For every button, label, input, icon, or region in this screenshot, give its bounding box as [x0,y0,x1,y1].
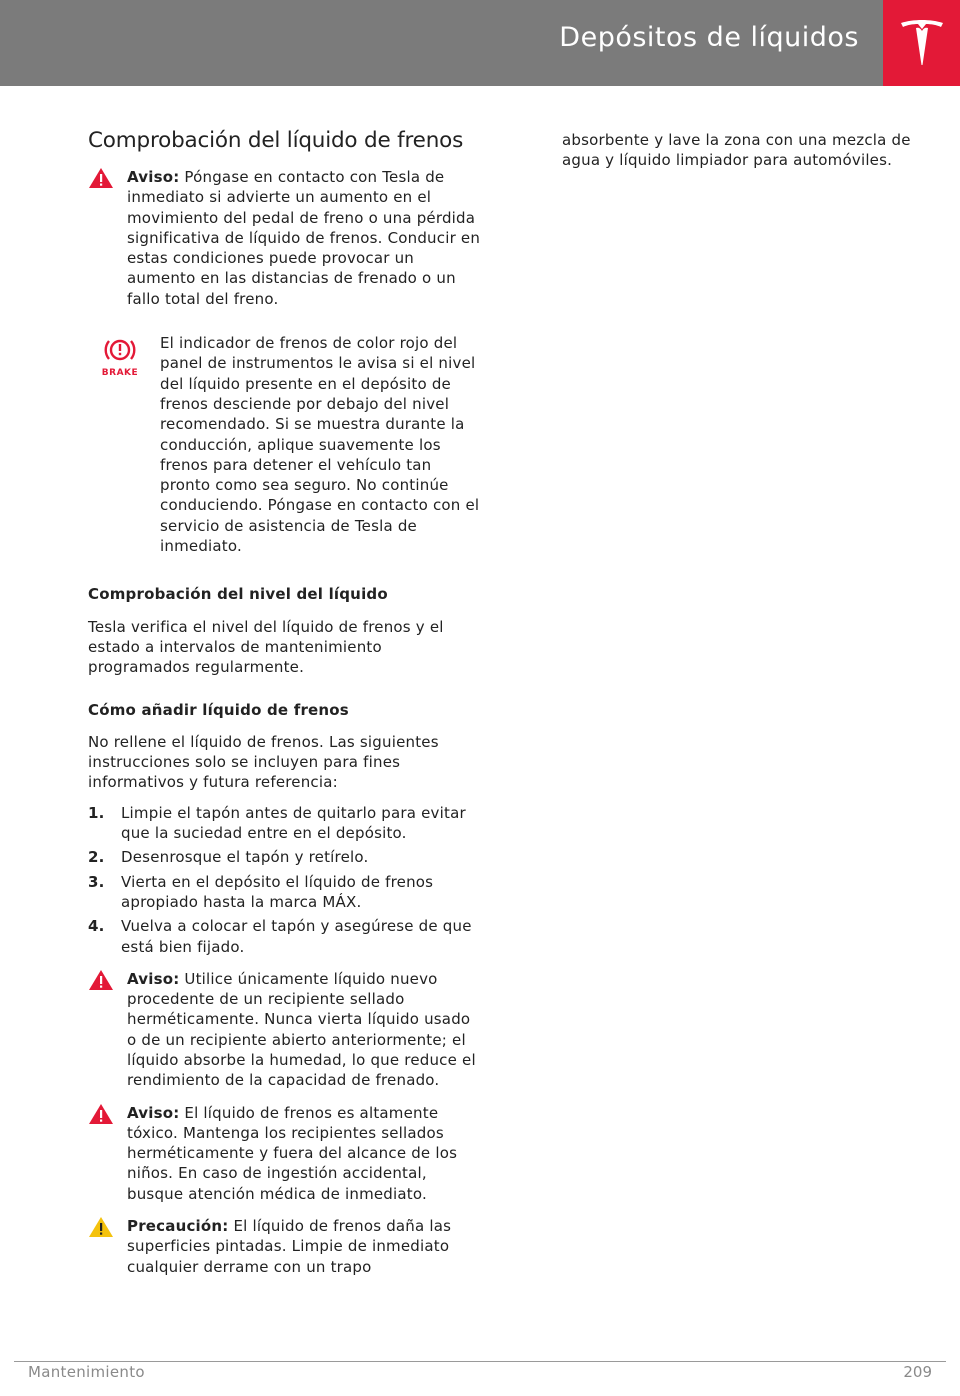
steps-list [88,803,483,957]
brake-indicator-text: El indicador de frenos de color rojo del panel de instrumentos le avisa si el nivel del líquido presente en el depósito de frenos desciende por debajo del nivel recomendado. Si se muestra durante la conducción, aplique suavemente los frenos para detener el vehículo tan pronto como sea seguro. No continúe conduciendo. Póngase en contacto con el servicio de asistencia de Tesla de inmediato. [160,334,480,556]
warning-notice [88,1103,483,1204]
footer-section: Mantenimiento [28,1363,145,1381]
section-title: Comprobación del líquido de frenos [88,128,464,153]
level-check-heading: Comprobación del nivel del líquido [88,585,388,604]
warning-triangle-icon [88,1103,114,1125]
footer-divider [14,1361,946,1362]
step-text: Vuelva a colocar el tapón y asegúrese de que está bien fijado. [121,917,472,956]
warning-notice [88,167,483,309]
list-item [88,916,483,957]
page-number: 209 [903,1363,932,1381]
tesla-logo-icon [883,0,960,86]
page-title: Depósitos de líquidos [559,22,859,53]
level-check-text: Tesla verifica el nivel del líquido de frenos y el estado a intervalos de mantenimiento programados regularmente. [88,617,444,677]
warning-notice [88,969,483,1091]
step-text: Limpie el tapón antes de quitarlo para evitar que la suciedad entre en el depósito. [121,803,466,843]
caution-triangle-icon [88,1216,114,1238]
warning-text: Utilice únicamente líquido nuevo procedente de un recipiente sellado herméticamente. Nunca vierta líquido usado o de un recipiente abierto anteriormente; el líquido absorbe la humedad, lo que reduce el rendimiento de la capacidad de frenado. [127,969,476,1090]
warning-text: El líquido de frenos es altamente tóxico. Mantenga los recipientes sellados herméticamente y fuera del alcance de los niños. En caso de ingestión accidental, busque atención médica de inmediato. [127,1103,458,1203]
step-text: Vierta en el depósito el líquido de frenos apropiado hasta la marca MÁX. [121,872,434,911]
list-item [88,847,483,867]
page-header [0,0,883,86]
step-number: 3. [88,872,105,891]
warning-label: Aviso: [127,1103,180,1122]
continuation-text: absorbente y lave la zona con una mezcla de agua y líquido limpiador para automóviles. [562,131,911,170]
brake-indicator-icon [100,337,140,378]
caution-notice [88,1216,483,1277]
list-item [88,872,483,913]
warning-triangle-icon [88,167,114,189]
brake-indicator-block [88,333,483,556]
adding-intro: No rellene el líquido de frenos. Las siguientes instrucciones solo se incluyen para fines informativos y futura referencia: [88,732,439,792]
caution-text: El líquido de frenos daña las superficies pintadas. Limpie de inmediato cualquier derrame con un trapo [127,1217,452,1276]
step-number: 4. [88,917,105,936]
caution-label: Precaución: [127,1217,229,1236]
brake-icon-label: BRAKE [101,368,139,379]
warning-label: Aviso: [127,969,180,988]
step-number: 2. [88,848,105,867]
warning-label: Aviso: [127,168,180,186]
step-number: 1. [88,803,105,822]
warning-text: Póngase en contacto con Tesla de inmediato si advierte un aumento en el movimiento del pedal de freno o una pérdida significativa de líquido de frenos. Conducir en estas condiciones puede provocar un aumento en las distancias de frenado o un fallo total del freno. [127,168,481,308]
list-item [88,803,483,844]
step-text: Desenrosque el tapón y retírelo. [121,848,369,867]
left-column [88,128,483,1289]
adding-heading: Cómo añadir líquido de frenos [88,700,349,719]
warning-triangle-icon [88,969,114,991]
right-column [562,130,927,171]
